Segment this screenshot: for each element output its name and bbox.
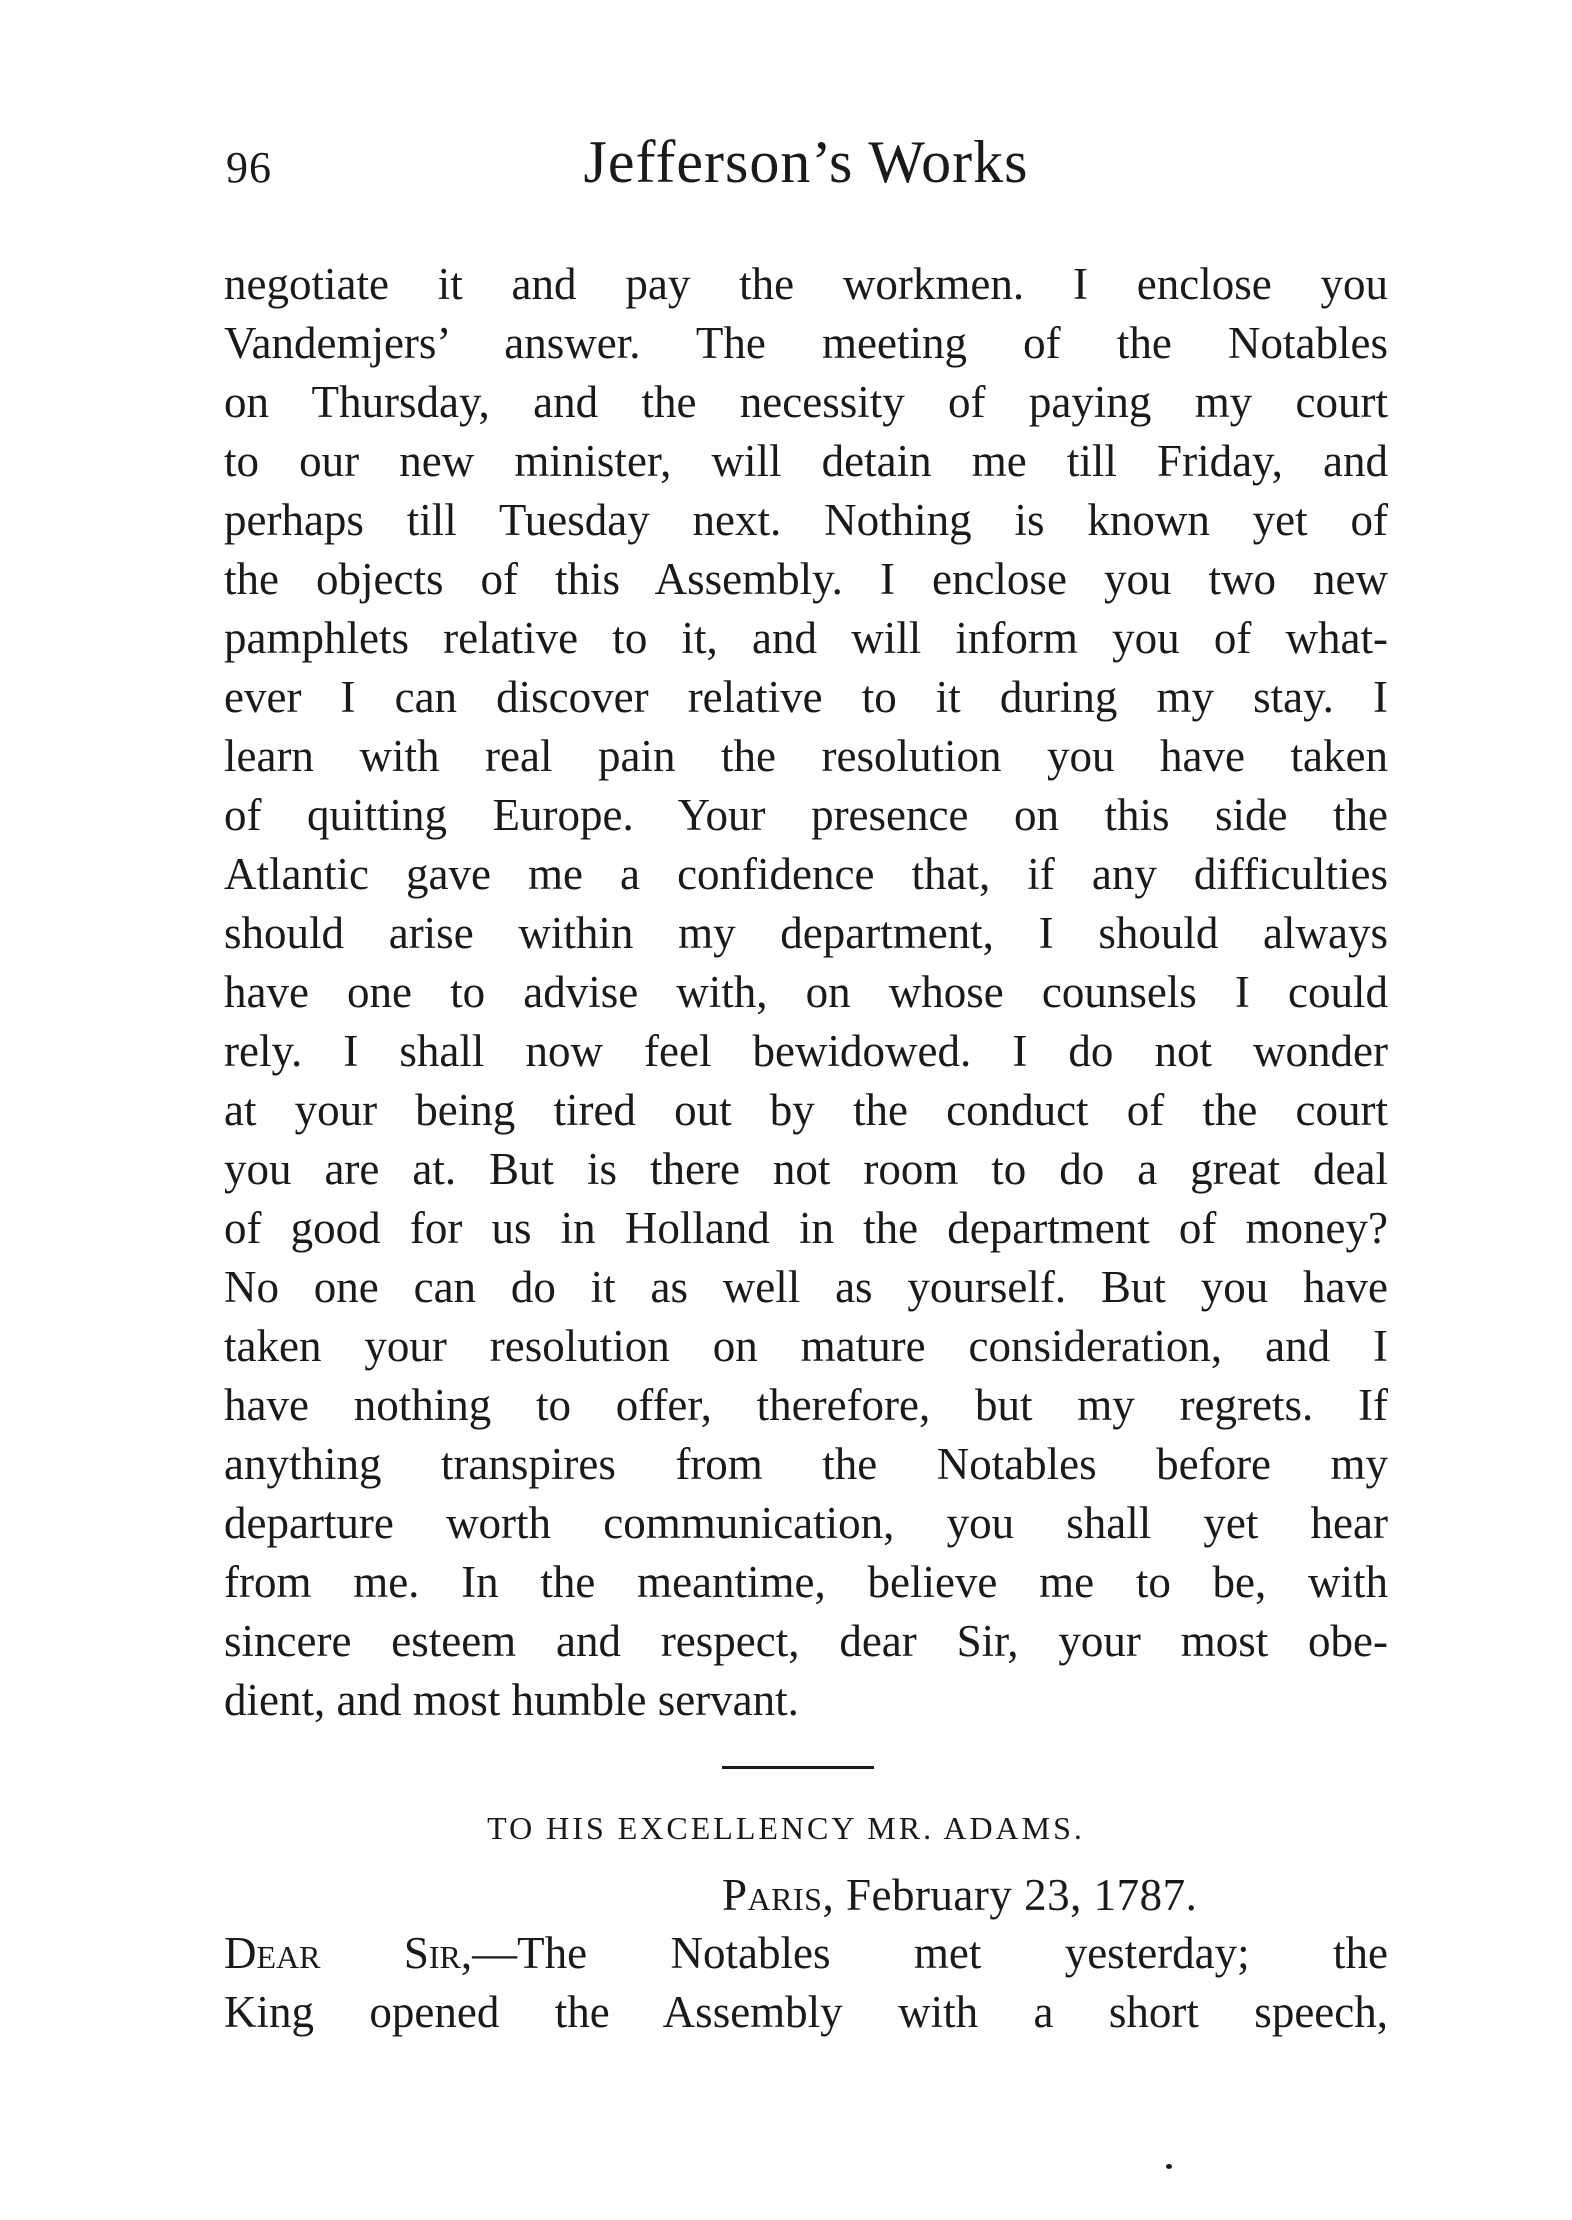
dateline-place: Paris: [722, 1870, 823, 1920]
text-line: pamphlets relative to it, and will inform you of what-: [224, 613, 1388, 663]
text-line: perhaps till Tuesday next. Nothing is known yet of: [224, 495, 1388, 545]
text-line: have nothing to offer, therefore, but my regrets. If: [224, 1380, 1388, 1430]
text-line: rely. I shall now feel bewidowed. I do not wonder: [224, 1026, 1388, 1076]
text-line: of good for us in Holland in the department of money?: [224, 1203, 1388, 1253]
text-line: negotiate it and pay the workmen. I enclose you: [224, 259, 1388, 309]
running-title: Jefferson’s Works: [583, 129, 1029, 195]
letter-body: [224, 1924, 1388, 2042]
text-line: you are at. But is there not room to do a great deal: [224, 1144, 1388, 1194]
text-line: on Thursday, and the necessity of paying my court: [224, 377, 1388, 427]
text-line: to our new minister, will detain me till Friday, and: [224, 436, 1388, 486]
text-line: should arise within my department, I should always: [224, 908, 1388, 958]
text-line: at your being tired out by the conduct of the court: [224, 1085, 1388, 1135]
letter-address: TO HIS EXCELLENCY MR. ADAMS.: [487, 1810, 1085, 1846]
text-line: sincere esteem and respect, dear Sir, your most obe-: [224, 1616, 1388, 1666]
text-line: King opened the Assembly with a short speech,: [224, 1987, 1388, 2037]
text-line: the objects of this Assembly. I enclose you two new: [224, 554, 1388, 604]
letter-dateline: [722, 1866, 1197, 1925]
salutation-rest: ,—The Notables met yesterday; the: [460, 1928, 1388, 1978]
text-line: departure worth communication, you shall yet hear: [224, 1498, 1388, 1548]
text-line: taken your resolution on mature consideration, and I: [224, 1321, 1388, 1371]
text-line: have one to advise with, on whose counsels I could: [224, 967, 1388, 1017]
dateline-date: , February 23, 1787.: [822, 1870, 1198, 1920]
text-line: [224, 1924, 1388, 1983]
text-line: learn with real pain the resolution you have taken: [224, 731, 1388, 781]
text-line: Vandemjers’ answer. The meeting of the Notables: [224, 318, 1388, 368]
text-line: anything transpires from the Notables before my: [224, 1439, 1388, 1489]
text-line: of quitting Europe. Your presence on this side the: [224, 790, 1388, 840]
section-divider: [722, 1766, 874, 1769]
ink-speck: [1166, 2164, 1172, 2169]
page-header: [226, 128, 1386, 208]
body-text: [224, 255, 1388, 1730]
text-line: dient, and most humble servant.: [224, 1675, 799, 1725]
text-line: Atlantic gave me a confidence that, if any difficulties: [224, 849, 1388, 899]
text-line: ever I can discover relative to it during my stay. I: [224, 672, 1388, 722]
text-line: from me. In the meantime, believe me to be, with: [224, 1557, 1388, 1607]
text-line: No one can do it as well as yourself. But you have: [224, 1262, 1388, 1312]
page-number: 96: [226, 143, 272, 192]
salutation: Dear Sir: [224, 1928, 461, 1978]
